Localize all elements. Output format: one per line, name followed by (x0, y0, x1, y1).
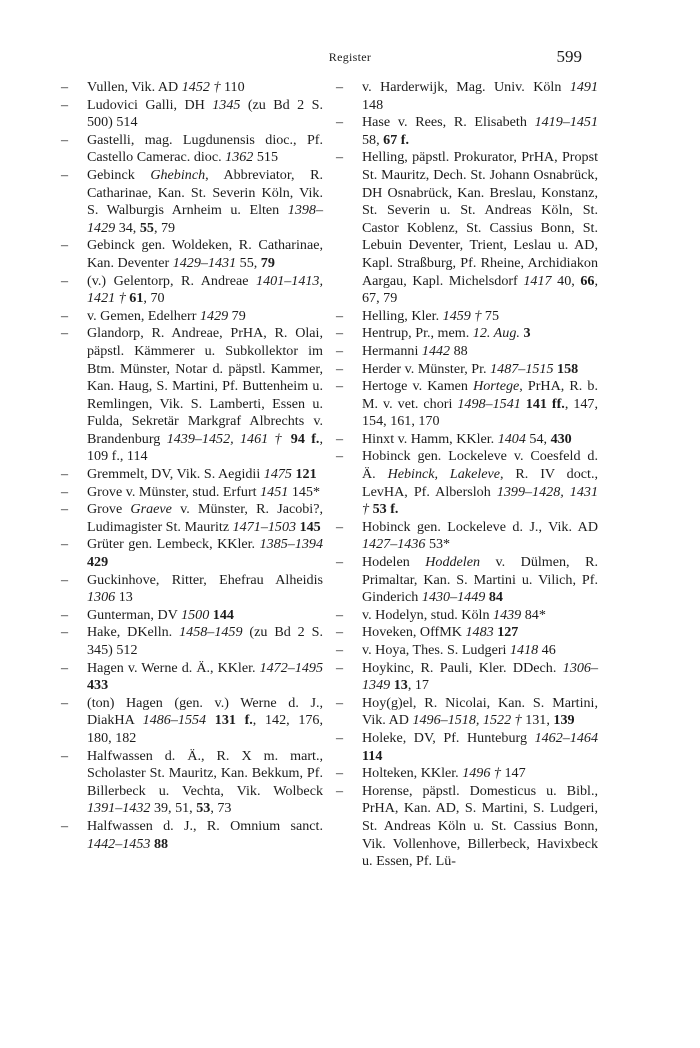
entry-dash: – (336, 765, 344, 782)
entry-italic: 1500 (181, 606, 210, 623)
entry-text: v. Dülmen, R. Primaltar, Kan. S. Martini u. Vilich, Pf. Ginderich (362, 554, 598, 606)
entry-dash: – (61, 536, 69, 553)
entry-text: Hoykinc, R. Pauli, Kler. DDech. (362, 659, 563, 676)
entry-italic: Hebinck, Lakeleve (387, 466, 501, 483)
entry-text: , 17 (407, 677, 429, 694)
entry-text: 110 (224, 79, 245, 95)
register-entry (61, 607, 323, 625)
entry-dash: – (336, 554, 344, 571)
entry-text: Hake, DKelln. (87, 624, 180, 641)
entry-italic: 1401–1413, 1421 † (87, 272, 323, 307)
entry-text: 55, (236, 254, 261, 271)
entry-italic: 1306–1349 (362, 659, 598, 694)
entry-text: 39, 51, (150, 800, 197, 817)
entry-bold-ref: 53 (196, 800, 211, 817)
register-entry (336, 361, 598, 379)
entry-dash: – (336, 729, 344, 746)
entry-dash: – (336, 79, 344, 95)
entry-text: (v.) Gelentorp, R. Andreae (87, 272, 257, 289)
entry-text: 54, (525, 430, 551, 447)
register-entry (336, 642, 598, 660)
entry-bold-ref: 433 (87, 677, 109, 694)
register-entry (61, 572, 323, 607)
register-entry (336, 695, 598, 730)
entry-italic: 1442 (421, 342, 451, 359)
entry-text: Glandorp, R. Andreae, PrHA, R. Olai, päpstl. Kämmerer u. Subkollektor im Btm. Münster, Notar d. päpstl. Kammer, Kan. Haug, S. Martini, Pf. Buttenheim u. Remlingen, Vik. S. Lamberti, Essen u. Fulda, Sekretär Markgraf Albrechts v. Brandenburg (87, 325, 323, 447)
register-entry (61, 466, 323, 484)
entry-bold-ref: 127 (497, 624, 519, 641)
register-entry (336, 765, 598, 783)
entry-text: , 67, 79 (362, 272, 598, 307)
entry-italic: 1496 † (462, 765, 501, 782)
entry-bold-ref: 66 (580, 272, 595, 289)
entry-bold-ref: 67 f. (383, 131, 409, 148)
entry-text: Holteken, KKler. (362, 765, 463, 782)
entry-text: 58, (362, 131, 384, 148)
entry-bold-ref: 94 f. (290, 430, 320, 447)
entry-dash: – (61, 166, 69, 183)
entry-dash: – (336, 378, 344, 395)
entry-text: v. Münster, R. Jacobi?, Ludimagister St. Mauritz (87, 501, 323, 535)
entry-italic: 1362 (225, 149, 254, 166)
entry-italic: 1442–1453 (87, 835, 151, 852)
entry-text: Hagen v. Werne d. Ä., KKler. (87, 659, 260, 676)
register-entry (61, 624, 323, 659)
entry-text: 40, (551, 272, 581, 289)
entry-dash: – (61, 96, 69, 113)
entry-text: Hoy(g)el, R. Nicolai, Kan. S. Martini, Vik. AD (362, 694, 598, 729)
register-entry (61, 79, 323, 97)
entry-italic: 1427–1436 (362, 536, 426, 553)
register-entry (336, 519, 598, 554)
entry-text: , 147, 154, 161, 170 (362, 395, 599, 430)
entry-italic: Hortege (473, 378, 520, 395)
entry-bold-ref: 88 (153, 835, 169, 852)
entry-dash: – (336, 325, 344, 342)
entry-dash: – (336, 448, 344, 465)
entry-text: (zu Bd 2 S. 345) 512 (87, 624, 323, 658)
register-entry (336, 607, 598, 625)
entry-italic: 1498–1541 (457, 395, 521, 412)
entry-italic: 1439–1452, 1461 † (166, 430, 285, 447)
register-column-left (61, 79, 323, 853)
entry-text: Herder v. Münster, Pr. (362, 360, 491, 377)
entry-italic: 1496–1518, 1522 † (412, 712, 522, 729)
entry-bold-ref: 144 (212, 606, 234, 623)
entry-bold-ref: 55 (139, 219, 154, 236)
entry-dash: – (61, 307, 69, 324)
register-entry (336, 343, 598, 361)
entry-dash: – (61, 79, 69, 95)
entry-text: Hodelen (362, 554, 426, 571)
entry-italic: 12. Aug. (472, 325, 520, 342)
register-entry (61, 132, 323, 167)
entry-text: v. Hoya, Thes. S. Ludgeri (362, 642, 510, 658)
entry-italic: 1458–1459 (179, 624, 243, 641)
entry-text: Hoveken, OffMK (362, 624, 466, 641)
entry-text: Grüter gen. Lembeck, KKler. (87, 536, 260, 553)
entry-text: 53* (425, 536, 451, 553)
entry-dash: – (61, 131, 69, 148)
entry-bold-ref: 61 (129, 290, 144, 307)
entry-italic: 1486–1554 (142, 712, 207, 729)
entry-text: 13 (115, 589, 133, 606)
entry-bold-ref: 131 f. (214, 712, 253, 729)
register-entry (61, 660, 323, 695)
entry-dash: – (61, 659, 69, 676)
entry-text: Gebinck gen. Woldeken, R. Catharinae, Kan. Deventer (87, 237, 323, 271)
entry-italic: 1430–1449 (421, 589, 486, 606)
entry-dash: – (336, 624, 344, 641)
entry-dash: – (61, 817, 69, 834)
entry-italic: Ghebinch (150, 166, 206, 183)
entry-italic: 1483 (465, 624, 494, 641)
entry-dash: – (61, 624, 69, 641)
entry-text: , 70 (143, 290, 165, 307)
entry-dash: – (336, 430, 344, 447)
entry-text: Hermanni (362, 342, 422, 359)
entry-dash: – (336, 518, 344, 535)
entry-dash: – (336, 149, 344, 166)
entry-text: Grove (87, 501, 131, 518)
register-entry (336, 554, 598, 607)
entry-italic: 1462–1464 (534, 729, 598, 746)
entry-dash: – (61, 501, 69, 518)
entry-dash: – (61, 272, 69, 289)
entry-italic: 1439 (493, 606, 522, 623)
entry-text: Gastelli, mag. Lugdunensis dioc., Pf. Castello Camerac. dioc. (87, 131, 323, 166)
entry-text: 34, (115, 219, 140, 236)
entry-italic: 1471–1503 (232, 518, 297, 535)
entry-bold-ref: 429 (87, 554, 109, 571)
register-entry (61, 308, 323, 326)
entry-dash: – (61, 747, 69, 764)
entry-text: 145* (288, 483, 321, 500)
entry-text: Grove v. Münster, stud. Erfurt (87, 483, 261, 500)
register-entry (336, 730, 598, 765)
entry-text: Halfwassen d. J., R. Omnium sanct. (87, 817, 323, 834)
entry-bold-ref: 79 (260, 254, 275, 271)
register-entry (61, 536, 323, 571)
entry-text: Helling, päpstl. Prokurator, PrHA, Propst St. Mauritz, Dech. St. Johann Osnabrück, DH Osnabrück, Kan. Breslau, Konstanz, St. Severin u. St. Andreas Köln, St. Castor Koblenz, St. Cassius Bonn, St. Lebuin Deventer, Trient, Leslau u. AD, Kapl. Straßburg, Pf. Rheine, Archidiakon Aargau, Kapl. Michelsdorf (362, 149, 598, 289)
entry-text: Guckinhove, Ritter, Ehefrau Alheidis (87, 571, 323, 588)
register-entry (61, 695, 323, 748)
entry-text: Holeke, DV, Pf. Hunteburg (362, 729, 535, 746)
entry-text: Vullen, Vik. AD (87, 79, 182, 95)
entry-dash: – (336, 606, 344, 623)
entry-italic: 1404 (497, 430, 526, 447)
entry-dash: – (336, 642, 344, 658)
entry-dash: – (61, 606, 69, 623)
entry-text: , R. IV doct., LevHA, Pf. Albersloh (362, 466, 598, 500)
entry-text: Hobinck gen. Lockeleve v. Coesfeld d. Ä. (362, 448, 598, 483)
entry-dash: – (61, 237, 69, 254)
register-entry (61, 237, 323, 272)
entry-text: 147 (500, 765, 526, 782)
entry-text: , 73 (210, 800, 232, 817)
entry-bold-ref: 430 (550, 430, 572, 447)
entry-bold-ref: 84 (488, 589, 503, 606)
entry-italic: 1475 (263, 466, 292, 483)
entry-italic: Graeve (130, 501, 172, 518)
entry-text: 46 (538, 642, 556, 658)
entry-italic: 1345 (212, 96, 241, 113)
entry-italic: 1491 (569, 79, 598, 95)
entry-italic: 1429–1431 (172, 254, 237, 271)
register-entry (61, 97, 323, 132)
entry-dash: – (61, 571, 69, 588)
entry-italic: 1385–1394 (259, 536, 323, 553)
entry-italic: Hoddelen (425, 554, 481, 571)
entry-bold-ref: 141 ff. (525, 395, 565, 412)
register-entry (336, 114, 598, 149)
entry-dash: – (61, 325, 69, 342)
entry-text: Hentrup, Pr., mem. (362, 325, 473, 342)
entry-dash: – (61, 694, 69, 711)
entry-dash: – (61, 466, 69, 483)
entry-text: (zu Bd 2 S. 500) 514 (87, 96, 323, 131)
entry-dash: – (336, 659, 344, 676)
register-entry (61, 818, 323, 853)
entry-text: v. Hodelyn, stud. Köln (362, 606, 494, 623)
register-entry (61, 501, 323, 536)
entry-text: Hertoge v. Kamen (362, 378, 474, 395)
entry-dash: – (61, 483, 69, 500)
entry-text: Ludovici Galli, DH (87, 96, 213, 113)
register-entry (336, 325, 598, 343)
entry-bold-ref: 53 f. (372, 501, 399, 518)
entry-text: 88 (450, 342, 468, 359)
entry-italic: 1459 † (442, 307, 482, 324)
register-entry (61, 273, 323, 308)
entry-italic: 1398–1429 (87, 202, 323, 236)
entry-text: Hinxt v. Hamm, KKler. (362, 430, 498, 447)
entry-dash: – (336, 342, 344, 359)
entry-italic: 1417 (523, 272, 552, 289)
register-entry (61, 484, 323, 502)
entry-italic: 1306 (87, 589, 116, 606)
entry-text: Gebinck (87, 166, 151, 183)
entry-dash: – (336, 782, 344, 799)
register-entry (61, 167, 323, 237)
entry-text: 84* (521, 606, 546, 623)
entry-text: v. Harderwijk, Mag. Univ. Köln (362, 79, 570, 95)
register-entry (336, 308, 598, 326)
entry-italic: 1418 (509, 642, 539, 658)
entry-italic: 1429 (199, 307, 229, 324)
entry-text: Gunterman, DV (87, 606, 182, 623)
entry-bold-ref: 3 (523, 325, 531, 342)
running-title: Register (328, 50, 372, 64)
entry-italic: 1419–1451 (534, 114, 598, 131)
entry-text: Helling, Kler. (362, 307, 443, 324)
entry-text (206, 712, 215, 728)
entry-italic: 1391–1432 (87, 800, 151, 817)
register-entry (336, 378, 598, 431)
entry-dash: – (336, 694, 344, 711)
entry-bold-ref: 13 (393, 677, 408, 694)
register-entry (336, 624, 598, 642)
entry-text: Hase v. Rees, R. Elisabeth (362, 114, 535, 131)
entry-text: 148 (362, 96, 384, 113)
entry-bold-ref: 158 (557, 360, 579, 377)
entry-text: v. Gemen, Edelherr (87, 307, 200, 324)
register-entry (336, 431, 598, 449)
register-entry (336, 660, 598, 695)
entry-dash: – (336, 307, 344, 324)
entry-text: , Abbreviator, R. Catharinae, Kan. St. Severin Köln, Vik. S. Walburgis Arnheim u. Elten (87, 166, 323, 219)
entry-italic: 1452 † (181, 79, 225, 95)
entry-italic: 1451 (260, 483, 289, 500)
entry-italic: 1472–1495 (259, 659, 323, 676)
entry-italic: 1399–1428, 1431 † (362, 483, 598, 518)
entry-text: (ton) Hagen (gen. v.) Werne d. J., DiakHA (87, 694, 323, 729)
entry-text: Horense, päpstl. Domesticus u. Bibl., PrHA, Kan. AD, S. Martini, S. Ludgeri, St. Andreas Köln u. St. Cassius Bonn, Vik. Vollenhove, Billerbeck, Havixbeck u. Essen, Pf. Lü- (362, 782, 598, 870)
entry-text: 79 (228, 307, 246, 324)
entry-text: 515 (253, 149, 279, 166)
entry-text: , PrHA, R. b. M. v. vet. chori (362, 378, 598, 412)
register-entry (336, 79, 598, 114)
entry-bold-ref: 114 (362, 747, 383, 764)
entry-bold-ref: 139 (553, 712, 575, 729)
register-column-right (336, 79, 598, 871)
page-number: 599 (556, 47, 582, 66)
entry-text: 75 (481, 307, 500, 324)
entry-text: , 109 f., 114 (87, 430, 323, 465)
register-entry (336, 149, 598, 307)
entry-text: Halfwassen d. Ä., R. X m. mart., Scholaster St. Mauritz, Kan. Bekkum, Pf. Billerbeck u. Vechta, Vik. Wolbeck (87, 747, 323, 799)
register-entry (336, 448, 598, 518)
entry-text: Gremmelt, DV, Vik. S. Aegidii (87, 466, 264, 483)
entry-bold-ref: 145 (299, 518, 321, 535)
entry-text: Hobinck gen. Lockeleve d. J., Vik. AD (362, 518, 598, 535)
register-entry (61, 325, 323, 466)
entry-text: 131, (521, 712, 554, 729)
entry-text: , 142, 176, 180, 182 (87, 712, 323, 746)
entry-dash: – (336, 360, 344, 377)
entry-text: , 79 (153, 219, 176, 236)
register-entry (336, 783, 598, 871)
entry-italic: 1487–1515 (490, 360, 554, 377)
register-entry (61, 748, 323, 818)
entry-bold-ref: 121 (295, 466, 317, 483)
entry-dash: – (336, 114, 344, 131)
